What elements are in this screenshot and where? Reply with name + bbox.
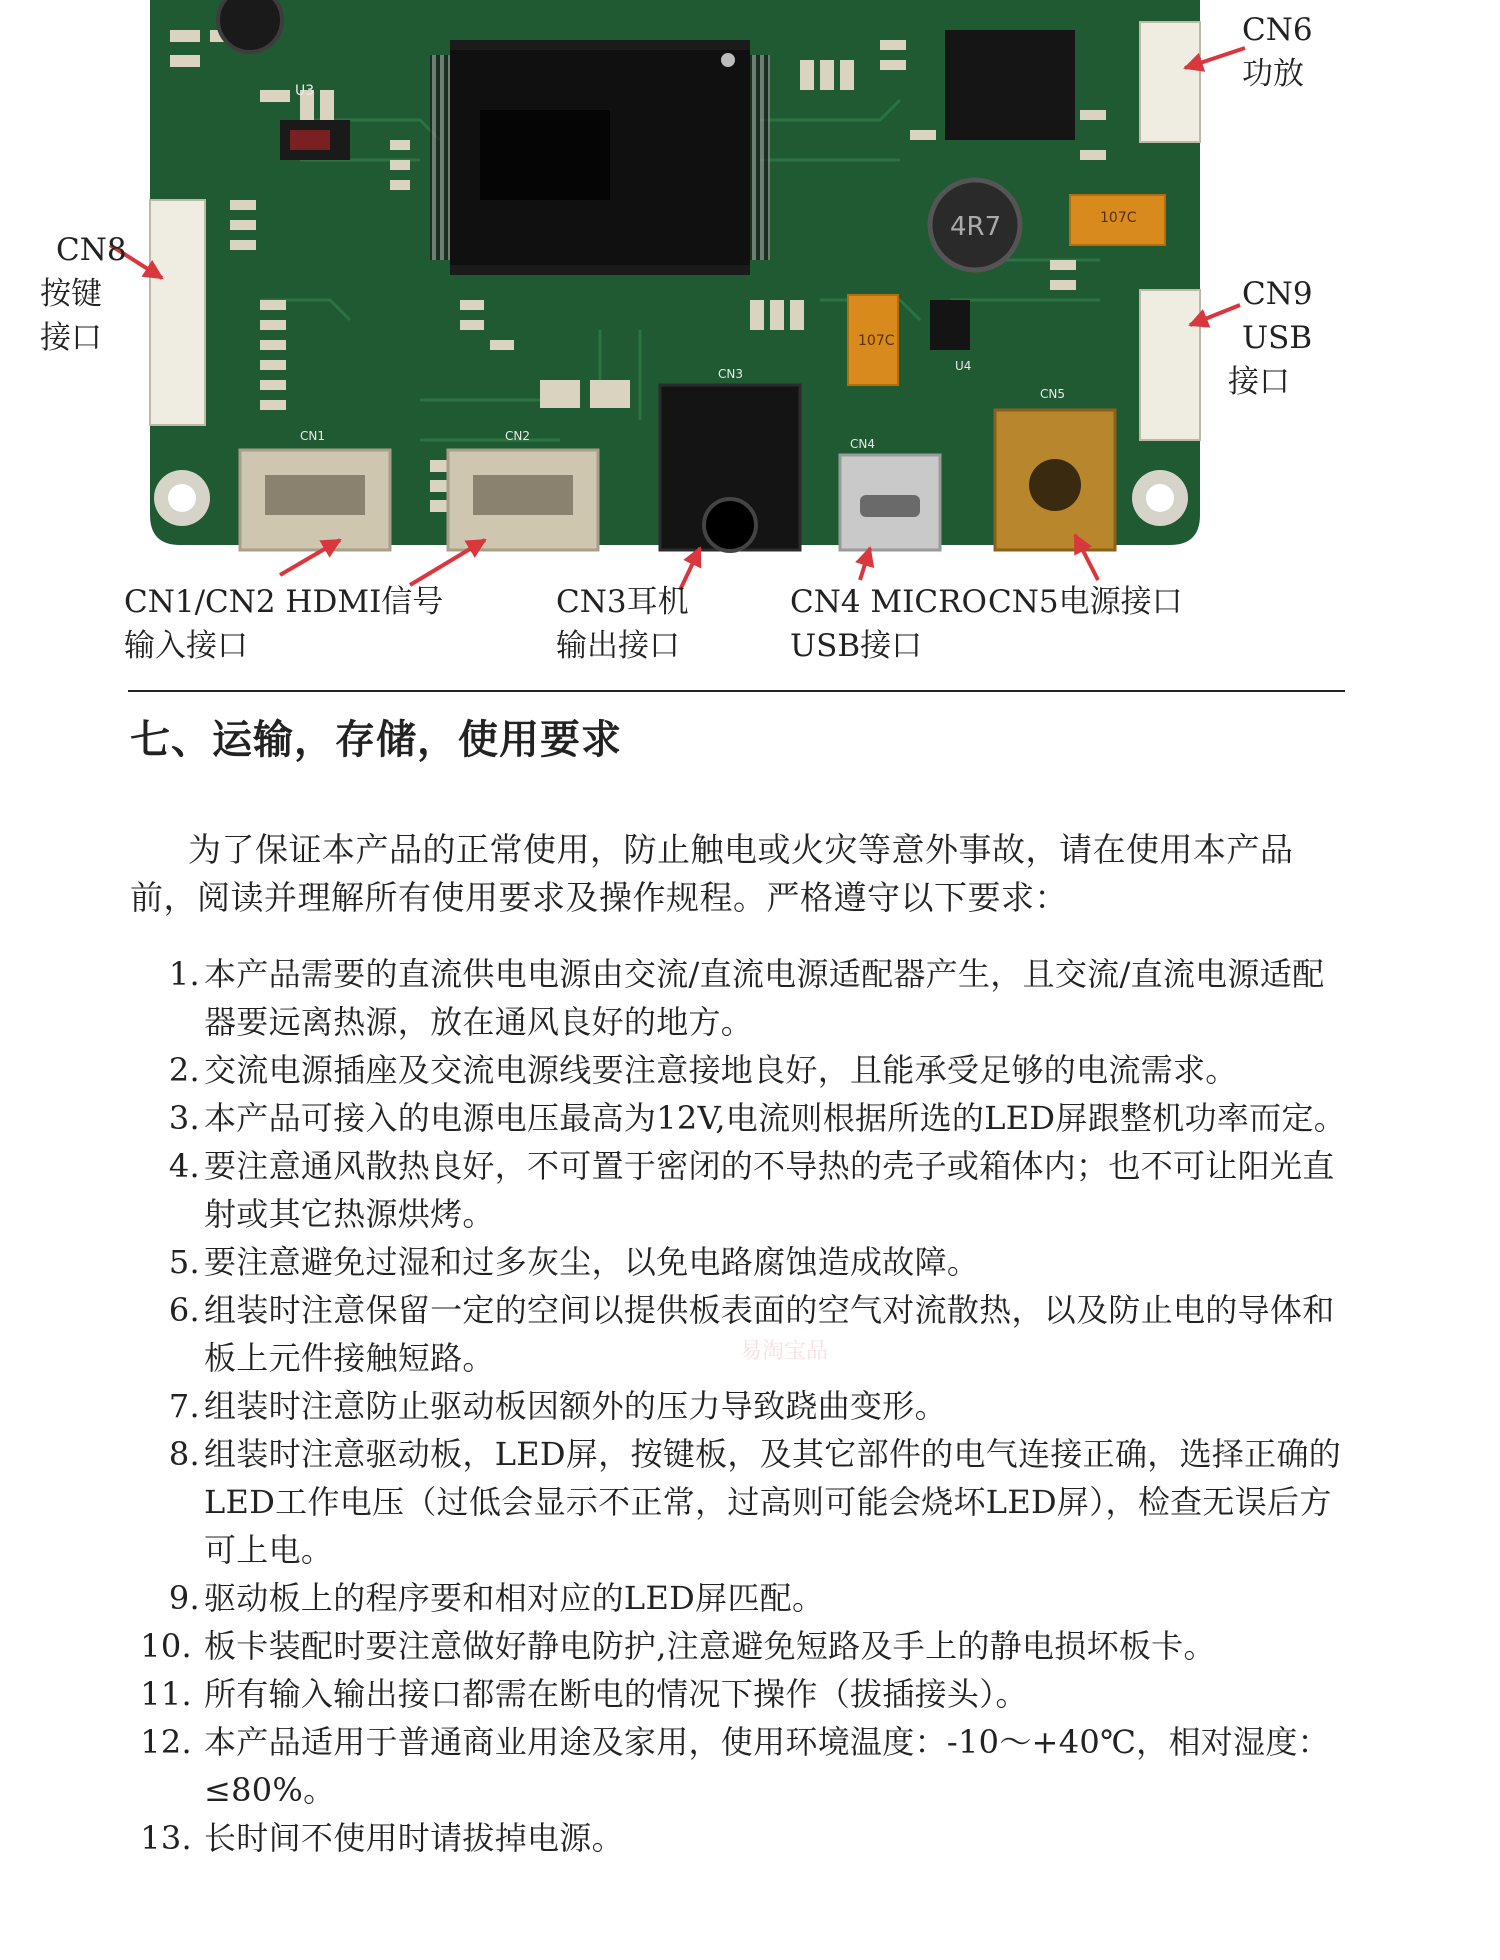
section-divider <box>128 690 1345 692</box>
item-text: 要注意避免过湿和过多灰尘，以免电路腐蚀造成故障。 <box>204 1243 980 1281</box>
list-item <box>130 1238 1355 1286</box>
item-text: 组装时注意保留一定的空间以提供板表面的空气对流散热，以及防止电的导体和板上元件接触短路。 <box>204 1291 1335 1377</box>
item-number: 1. <box>168 955 200 993</box>
silk-cn1: CN1 <box>300 429 325 443</box>
item-text: 所有输入输出接口都需在断电的情况下操作（拔插接头）。 <box>204 1675 1028 1713</box>
label-cn4: CN4 MICRO USB接口 <box>790 584 987 664</box>
silk-tant1: 107C <box>1100 210 1137 226</box>
section-title: 七、运输，存储，使用要求 <box>130 717 622 763</box>
item-number: 3. <box>168 1099 200 1137</box>
silk-u3: U3 <box>295 83 315 99</box>
item-number: 12. <box>140 1723 192 1761</box>
list-item <box>130 1382 1355 1430</box>
item-text: 板卡装配时要注意做好静电防护,注意避免短路及手上的静电损坏板卡。 <box>204 1627 1216 1665</box>
list-item <box>130 1142 1355 1238</box>
item-text: 长时间不使用时请拔掉电源。 <box>204 1819 624 1857</box>
item-text: 交流电源插座及交流电源线要注意接地良好，且能承受足够的电流需求。 <box>204 1051 1238 1089</box>
item-text: 要注意通风散热良好，不可置于密闭的不导热的壳子或箱体内；也不可让阳光直射或其它热源烘烤。 <box>204 1147 1335 1233</box>
label-cn3: CN3耳机 输出接口 <box>556 584 689 664</box>
intro-paragraph: 为了保证本产品的正常使用，防止触电或火灾等意外事故，请在使用本产品前，阅读并理解所有使用要求及操作规程。严格遵守以下要求： <box>130 830 1294 917</box>
list-item <box>130 1430 1355 1574</box>
label-cn9: CN9 USB 接口 <box>1228 276 1313 400</box>
item-text: 本产品需要的直流供电电源由交流/直流电源适配器产生，且交流/直流电源适配器要远离热源，放在通风良好的地方。 <box>204 955 1325 1041</box>
cn8-connector <box>150 200 205 425</box>
cn6-connector <box>1140 22 1200 142</box>
audio-ic-chip <box>945 30 1075 140</box>
label-cn1-cn2: CN1/CN2 HDMI信号 输入接口 <box>124 584 444 664</box>
item-number: 4. <box>168 1147 200 1185</box>
list-item <box>130 1622 1355 1670</box>
silk-cn4: CN4 <box>850 437 875 451</box>
silk-cn3: CN3 <box>718 367 743 381</box>
item-text: 本产品适用于普通商业用途及家用，使用环境温度：-10～+40℃，相对湿度：≤80%。 <box>204 1723 1330 1809</box>
item-number: 7. <box>168 1387 200 1425</box>
silk-u4: U4 <box>955 359 972 373</box>
silk-cn5: CN5 <box>1040 387 1065 401</box>
list-item <box>130 1046 1355 1094</box>
silk-tant2: 107C <box>858 333 895 349</box>
item-number: 6. <box>168 1291 200 1329</box>
item-number: 2. <box>168 1051 200 1089</box>
item-number: 8. <box>168 1435 200 1473</box>
list-item <box>130 950 1355 1046</box>
requirements-list <box>130 950 1355 1862</box>
item-text: 组装时注意防止驱动板因额外的压力导致跷曲变形。 <box>204 1387 947 1425</box>
item-text: 组装时注意驱动板，LED屏，按键板，及其它部件的电气连接正确，选择正确的LED工作电压（过低会显示不正常，过高则可能会烧坏LED屏），检查无误后方可上电。 <box>204 1435 1342 1569</box>
u4-chip <box>930 300 970 350</box>
item-number: 13. <box>140 1819 192 1857</box>
item-text: 驱动板上的程序要和相对应的LED屏匹配。 <box>204 1579 825 1617</box>
item-number: 5. <box>168 1243 200 1281</box>
item-text: 本产品可接入的电源电压最高为12V,电流则根据所选的LED屏跟整机功率而定。 <box>204 1099 1347 1137</box>
list-item <box>130 1094 1355 1142</box>
driver-board-figure <box>0 0 1500 700</box>
list-item <box>130 1718 1355 1814</box>
list-item <box>130 1814 1355 1862</box>
list-item <box>130 1574 1355 1622</box>
cn9-connector <box>1140 290 1200 440</box>
label-cn6: CN6 功放 <box>1242 12 1313 92</box>
item-number: 10. <box>140 1627 192 1665</box>
silk-cn2: CN2 <box>505 429 530 443</box>
item-number: 11. <box>140 1675 192 1713</box>
silk-inductor: 4R7 <box>950 212 1002 242</box>
capacitor <box>218 0 282 52</box>
label-cn8: CN8 按键 接口 <box>40 232 127 356</box>
label-cn5: CN5电源接口 <box>988 584 1183 620</box>
list-item <box>130 1670 1355 1718</box>
watermark: 易淘宝品 <box>740 1339 829 1364</box>
item-number: 9. <box>168 1579 200 1617</box>
